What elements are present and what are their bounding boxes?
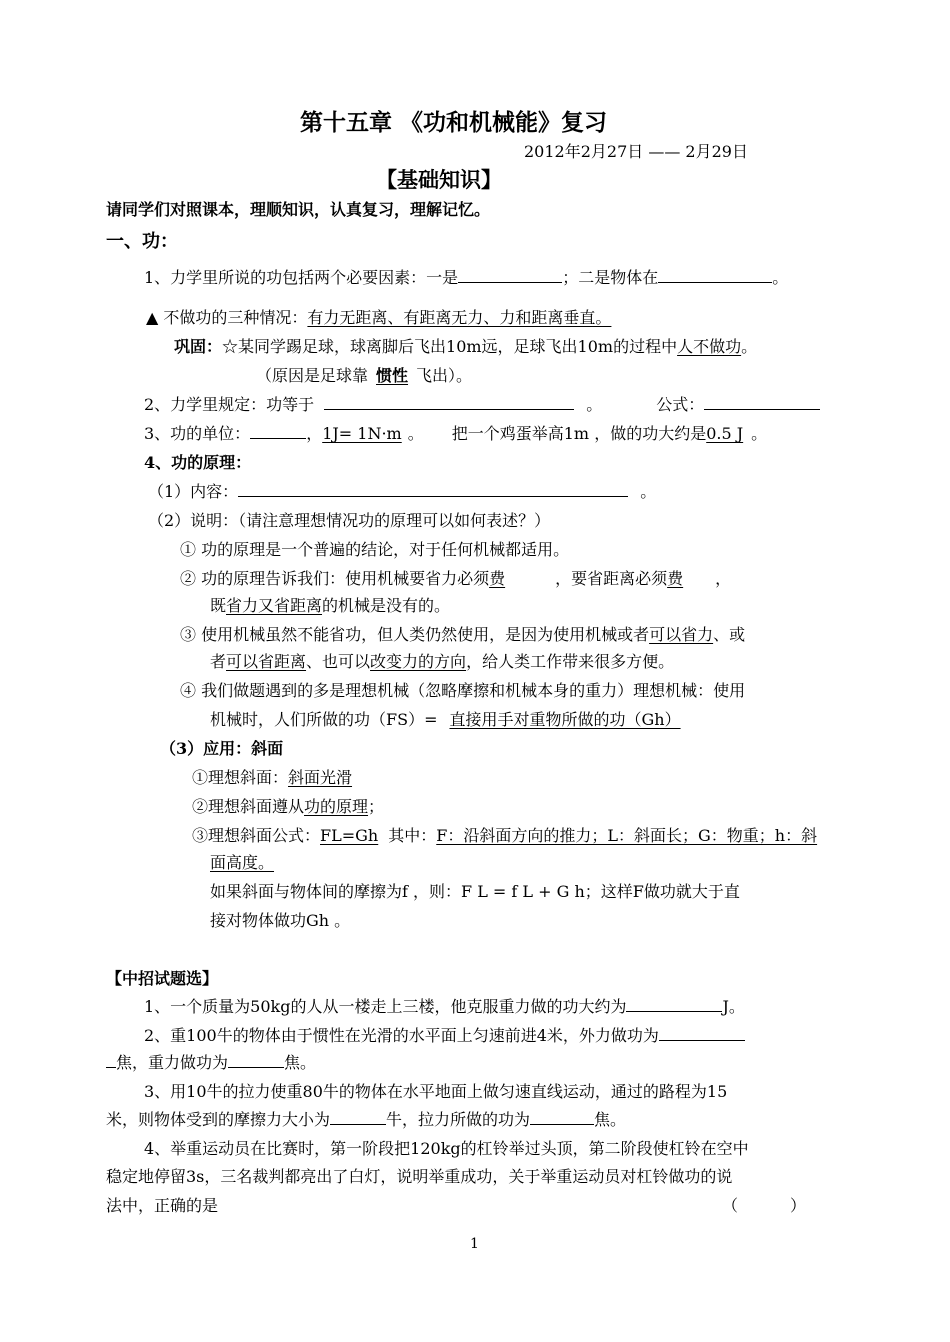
e3-line2-a: 米，则物体受到的摩擦力大小为 xyxy=(106,1110,331,1129)
point-3-line-2 xyxy=(210,651,674,673)
consolidate-label: 巩固： xyxy=(174,337,223,356)
section-basic-knowledge: 【基础知识】 xyxy=(376,167,502,192)
point-2-text-b: ，要省距离必须 xyxy=(555,569,668,588)
exam-question-4-line-3: 法中，正确的是 xyxy=(106,1196,219,1215)
incline-formula-desc: F：沿斜面方向的推力；L：斜面长；G：物重；h：斜 xyxy=(436,826,818,845)
point-1: ① 功的原理是一个普遍的结论，对于任何机械都适用。 xyxy=(180,540,570,559)
exam-question-3: 3、用10牛的拉力使重80牛的物体在水平地面上做匀速直线运动，通过的路程为15 xyxy=(144,1082,728,1101)
no-work-answer: 有力无距离、有距离无力、力和距离垂直。 xyxy=(307,308,612,327)
paren-right: ） xyxy=(790,1196,807,1215)
incline-point-2 xyxy=(192,796,384,818)
point-3-text-b: 、或 xyxy=(713,625,746,644)
point-3-answer-1: 可以省力 xyxy=(649,625,714,644)
point-3-text-a: ③ 使用机械虽然不能省功，但人类仍然使用，是因为使用机械或者 xyxy=(180,625,650,644)
part-one-heading: 一、功： xyxy=(106,231,178,252)
q2-text-a: 2、力学里规定：功等于 xyxy=(144,395,315,414)
q3-text-c: 。 xyxy=(407,424,424,443)
point-3-line2-a: 者 xyxy=(210,652,227,671)
q2-text-b: 。 xyxy=(586,395,603,414)
consolidate-text: ☆某同学踢足球，球离脚后飞出10m远，足球飞出10m的过程中 xyxy=(222,337,678,356)
point-2-line2-b: 的机械是没有的。 xyxy=(322,596,451,615)
e2-blank-1-cont xyxy=(106,1053,116,1068)
incline-formula: FL=Gh xyxy=(320,826,379,845)
intro-text: 请同学们对照课本，理顺知识，认真复习，理解记忆。 xyxy=(106,200,491,219)
reason-text-a: （原因是足球靠 xyxy=(256,366,369,385)
date-range: 2012年2月27日 —— 2月29日 xyxy=(524,142,748,161)
point-2-answer-1: 费 xyxy=(489,569,506,588)
e1-text-a: 1、一个质量为50kg的人从一楼走上三楼，他克服重力做的功大约为 xyxy=(144,997,627,1016)
friction-line-1: 如果斜面与物体间的摩擦为f ，则：F L = f L + G h；这样F做功就大于直 xyxy=(210,882,740,901)
question-2 xyxy=(144,394,820,416)
q3-answer: 0.5 J xyxy=(706,424,744,443)
q2-blank-1 xyxy=(324,395,574,410)
incline-2-label: ②理想斜面遵从 xyxy=(192,797,305,816)
q1-blank-1 xyxy=(458,268,562,283)
e2-line2-b: 焦。 xyxy=(284,1053,317,1072)
q2-text-c: 公式： xyxy=(656,395,705,414)
question-3 xyxy=(144,423,767,445)
incline-1-label: ①理想斜面： xyxy=(192,768,289,787)
point-2-answer-2: 费 xyxy=(667,569,684,588)
q1-text-c: 。 xyxy=(772,268,789,287)
point-3 xyxy=(180,624,745,646)
e1-text-b: J。 xyxy=(722,997,745,1016)
point-2-text-c: ， xyxy=(715,569,732,588)
e3-line2-c: 焦。 xyxy=(594,1110,627,1129)
principle-content-label: （1）内容： xyxy=(148,482,239,501)
incline-point-3 xyxy=(192,825,817,847)
e3-blank-1 xyxy=(330,1110,386,1125)
q3-text-b: ， xyxy=(306,424,323,443)
work-principle-heading: 4、功的原理： xyxy=(144,453,252,472)
point-3-answer-3: 改变力的方向 xyxy=(370,652,467,671)
q1-text-b: ；二是物体在 xyxy=(562,268,659,287)
reason-text-b: 飞出）。 xyxy=(416,366,473,385)
incline-3-label: ③理想斜面公式： xyxy=(192,826,321,845)
consolidate-line xyxy=(174,336,757,358)
e1-blank xyxy=(626,997,722,1012)
consolidate-end: 。 xyxy=(741,337,758,356)
question-1 xyxy=(144,267,788,289)
point-2-line2-a: 既 xyxy=(210,596,227,615)
point-4-answer: 直接用手对重物所做的功（Gh） xyxy=(449,710,681,729)
incline-1-answer: 斜面光滑 xyxy=(288,768,353,787)
q3-unit: 1J= 1N·m xyxy=(322,424,402,443)
exam-question-4: 4、举重运动员在比赛时，第一阶段把120kg的杠铃举过头顶，第二阶段使杠铃在空中 xyxy=(144,1139,749,1158)
point-3-line2-b: 、也可以 xyxy=(306,652,371,671)
no-work-label: ▲ 不做功的三种情况： xyxy=(146,308,308,327)
exam-question-2-line-2 xyxy=(106,1052,316,1074)
point-4-line-2 xyxy=(210,709,681,731)
page-title: 第十五章 《功和机械能》复习 xyxy=(300,109,608,136)
exam-question-2 xyxy=(144,1025,745,1047)
q1-blank-2 xyxy=(658,268,772,283)
point-3-line2-c: ，给人类工作带来很多方便。 xyxy=(466,652,675,671)
exam-question-1 xyxy=(144,996,745,1018)
consolidate-answer: 人不做功 xyxy=(677,337,742,356)
principle-content xyxy=(148,481,656,503)
reason-line xyxy=(256,365,472,387)
page-number: 1 xyxy=(470,1236,479,1252)
q3-text-e: 。 xyxy=(751,424,768,443)
exam-heading: 【中招试题选】 xyxy=(106,969,219,988)
q2-blank-2 xyxy=(704,395,820,410)
exam-question-4-line-2: 稳定地停留3s，三名裁判都亮出了白灯，说明举重成功，关于举重运动员对杠铃做功的说 xyxy=(106,1167,733,1186)
no-work-cases xyxy=(146,307,611,329)
point-2-line-2 xyxy=(210,595,450,617)
incline-3-text-b: 其中： xyxy=(388,826,437,845)
q3-blank xyxy=(250,424,306,439)
point-2-text-a: ② 功的原理告诉我们：使用机械要省力必须 xyxy=(180,569,490,588)
e3-line2-b: 牛，拉力所做的功为 xyxy=(386,1110,531,1129)
incline-2-answer: 功的原理 xyxy=(304,797,369,816)
point-4: ④ 我们做题遇到的多是理想机械（忽略摩擦和机械本身的重力）理想机械：使用 xyxy=(180,681,746,700)
q3-text-d: 把一个鸡蛋举高1m ，做的功大约是 xyxy=(451,424,707,443)
e2-blank-2 xyxy=(228,1053,284,1068)
paren-left: （ xyxy=(722,1196,739,1215)
e2-text-a: 2、重100牛的物体由于惯性在光滑的水平面上匀速前进4米，外力做功为 xyxy=(144,1026,659,1045)
answer-parentheses xyxy=(722,1195,806,1217)
exam-question-3-line-2 xyxy=(106,1109,626,1131)
point-4-line2-a: 机械时，人们所做的功（FS）= xyxy=(210,710,438,729)
q1-text-a: 1、力学里所说的功包括两个必要因素：一是 xyxy=(144,268,459,287)
point-3-answer-2: 可以省距离 xyxy=(226,652,307,671)
incline-2-end: ； xyxy=(368,797,385,816)
incline-point-1 xyxy=(192,767,352,789)
principle-explanation: （2）说明：（请注意理想情况功的原理可以如何表述？） xyxy=(148,511,551,530)
incline-formula-desc-2: 面高度。 xyxy=(210,853,275,872)
incline-heading: （3）应用：斜面 xyxy=(160,739,284,758)
principle-content-end: 。 xyxy=(640,482,657,501)
e2-blank-1 xyxy=(659,1026,745,1041)
e2-line2-a: 焦，重力做功为 xyxy=(116,1053,229,1072)
principle-content-blank xyxy=(238,482,628,497)
point-2 xyxy=(180,568,731,590)
e3-blank-2 xyxy=(530,1110,594,1125)
q3-text-a: 3、功的单位： xyxy=(144,424,251,443)
friction-line-2: 接对物体做功Gh 。 xyxy=(210,911,351,930)
point-2-line2-answer: 省力又省距离 xyxy=(226,596,323,615)
reason-answer: 惯性 xyxy=(376,366,409,385)
